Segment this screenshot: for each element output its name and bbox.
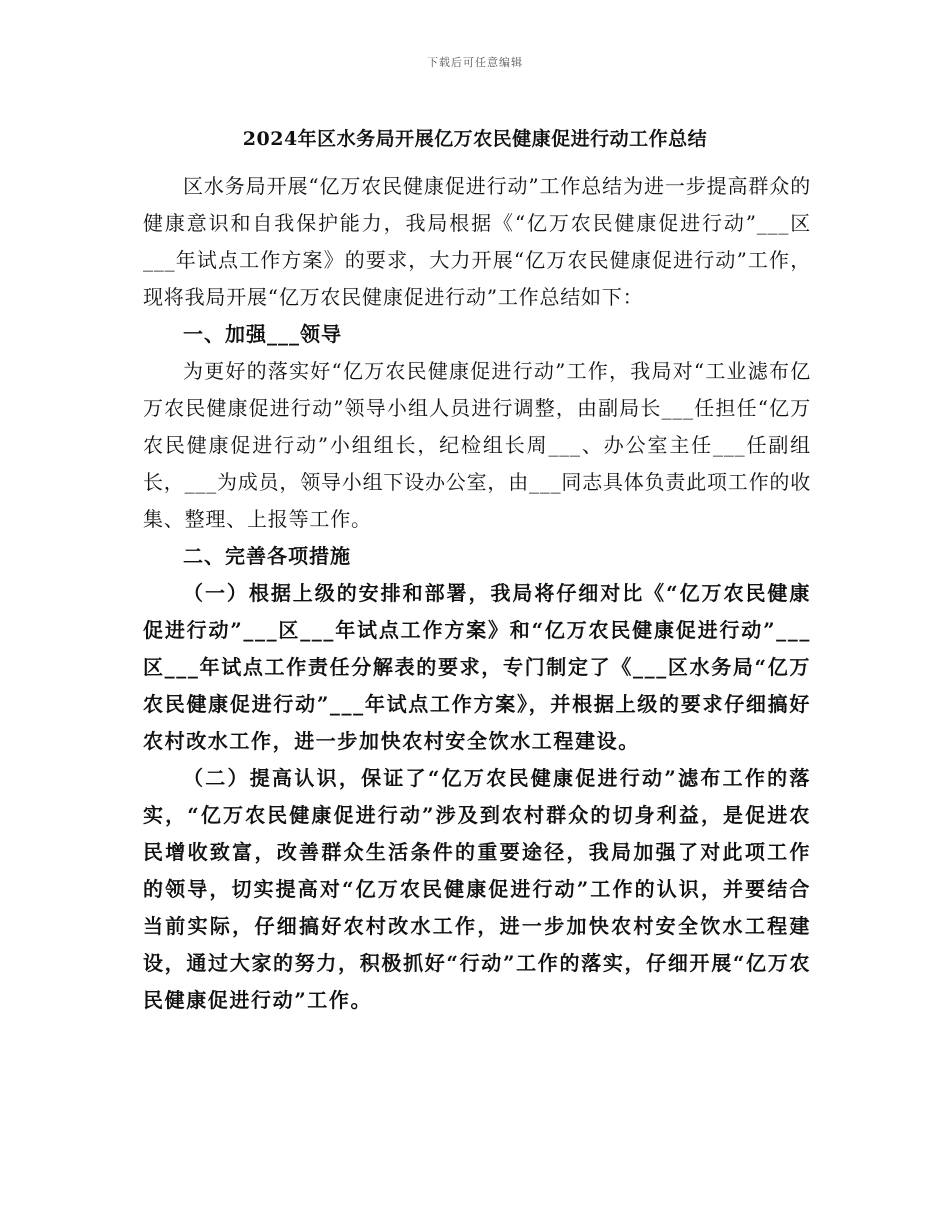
intro-paragraph: 区水务局开展“亿万农民健康促进行动”工作总结为进一步提高群众的健康意识和自我保护能力，我局根据《“亿万农民健康促进行动”___区___年试点工作方案》的要求，大力开展“亿万农民健康促进行动”工作，现将我局开展“亿万农民健康促进行动”工作总结如下：	[143, 174, 811, 309]
document-title: 2024年区水务局开展亿万农民健康促进行动工作总结	[242, 128, 708, 150]
header-note: 下载后可任意编辑	[427, 56, 523, 69]
section-1-heading: 一、加强___领导	[183, 322, 342, 346]
document-body	[143, 168, 811, 1019]
section-2-item-2: （二）提高认识，保证了“亿万农民健康促进行动”滤布工作的落实，“亿万农民健康促进行动”涉及到农村群众的切身利益，是促进农民增收致富，改善群众生活条件的重要途径，我局加强了对此项工作的领导，切实提高对“亿万农民健康促进行动”工作的认识，并要结合当前实际，仔细搞好农村改水工作，进一步加快农村安全饮水工程建设，通过大家的努力，积极抓好“行动”工作的落实，仔细开展“亿万农民健康促进行动”工作。	[143, 766, 811, 1012]
section-2-heading: 二、完善各项措施	[183, 544, 351, 568]
section-1-paragraph: 为更好的落实好“亿万农民健康促进行动”工作，我局对“工业滤布亿万农民健康促进行动”领导小组人员进行调整，由副局长___任担任“亿万农民健康促进行动”小组组长，纪检组长周___、办公室主任___任副组长，___为成员，领导小组下设办公室，由___同志具体负责此项工作的收集、整理、上报等工作。	[143, 359, 811, 531]
section-2-item-1: （一）根据上级的安排和部署，我局将仔细对比《“亿万农民健康促进行动”___区___年试点工作方案》和“亿万农民健康促进行动”___区___年试点工作责任分解表的要求，专门制定了《___区水务局“亿万农民健康促进行动”___年试点工作方案》，并根据上级的要求仔细搞好农村改水工作，进一步加快农村安全饮水工程建设。	[143, 581, 811, 753]
